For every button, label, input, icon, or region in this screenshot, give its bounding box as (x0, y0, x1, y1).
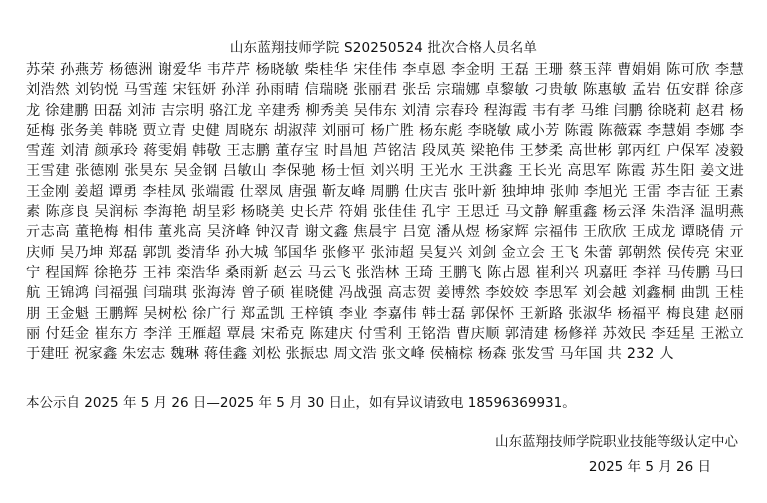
qualified-names-list: 苏荣 孙燕芳 杨德洲 谢爱华 韦芹芹 杨晓敏 柴桂华 宋佳伟 李卓恩 李金明 王磊 王珊 蔡玉萍 曹娟娟 陈可欣 李慧 刘浩然 刘钧悦 马雪莲 宋钰妍 孙洋 孙雨晴 信瑞晓 张丽君 张岳 宗瑞娜 卓黎敏 刁贵敏 陈惠敏 孟岩 伍安群 徐彦龙 徐建鹏 田磊 刘沛 吉宗明 骆江龙 辛建秀 柳秀美 吴伟东 刘清 宗春玲 程海霞 韦有孝 马维 闫鹏 徐晓莉 赵君 杨延梅 张务美 韩晓 贾立青 史健 周晓东 胡淑萍 刘丽可 杨广胜 杨东彪 李晓敏 咸小芳 陈霞 陈薇霖 李慧娟 李娜 李雪莲 刘清 颜承玲 蒋雯娟 韩敬 王志鹏 董存宝 时昌旭 芦铭洁 段凤英 梁艳伟 王梦柔 高世彬 郭丙红 户保军 凌毅 王雪建 张德刚 张昊东 吴金钢 吕敏山 李保驰 杨士恒 刘兴明 王光水 王洪鑫 王长光 高思军 陈霞 苏生阳 姜文进 王金刚 姜超 谭勇 李桂凤 张端霞 仕翠凤 唐强 靳友峰 周鹏 仕庆吉 张叶新 独坤坤 张帅 李旭光 王雷 李吉征 王素素 陈彦良 吴润标 李海艳 胡呈彩 杨晓美 史长芹 符娟 张佳佳 孔宇 王思迁 马文静 解重鑫 杨云泽 朱浩泽 温明燕 亓志高 董艳梅 相伟 董兆高 吴济峰 钟汉青 谢文鑫 焦晨宇 吕宽 潘从煜 杨家辉 宗福伟 王欣欣 王成龙 谭晓倩 亓庆师 吴乃坤 郑磊 郭凯 娄清华 孙大城 邹国华 张修平 张沛超 吴复兴 刘剑 金立会 王飞 朱蕾 郭朝然 侯传亮 宋亚宁 程国辉 徐艳芬 王祎 栾浩华 桑雨新 赵云 马云飞 张浩林 王琦 王鹏飞 陈占恩 崔利兴 巩嘉旺 李祥 马传鹏 马曰航 王锦鸿 闫福强 闫瑞琪 张海涛 曾子硕 崔晓健 冯战强 高志贺 姜博然 李姣姣 李思军 刘会越 刘鑫桐 曲凯 王桂朋 王金魁 王鹏辉 吴树松 徐广行 郑孟凯 王梓镇 李业 李嘉伟 韩士磊 郭保怀 王新路 张淑华 杨福平 梅良建 赵丽丽 付廷金 崔东方 李洋 王雁超 覃晨 宋希克 陈建庆 付雪利 王铭浩 曹庆顺 郭清建 杨修祥 苏效民 李廷星 王淞立 于建旺 祝家鑫 朱宏志 魏琳 蒋佳鑫 刘松 张振忠 周文浩 张文峰 侯楠棕 杨森 张发雪 马年国 共 232 人 (26, 62, 744, 363)
issuing-organization: 山东蓝翔技师学院职业技能等级认定中心 (495, 434, 738, 450)
publicity-notice: 本公示自 2025 年 5 月 26 日—2025 年 5 月 30 日止，如有异议请致电 18596369931。 (26, 395, 576, 411)
issue-date: 2025 年 5 月 26 日 (588, 459, 711, 475)
document-title: 山东蓝翔技师学院 S20250524 批次合格人员名单 (229, 40, 538, 56)
